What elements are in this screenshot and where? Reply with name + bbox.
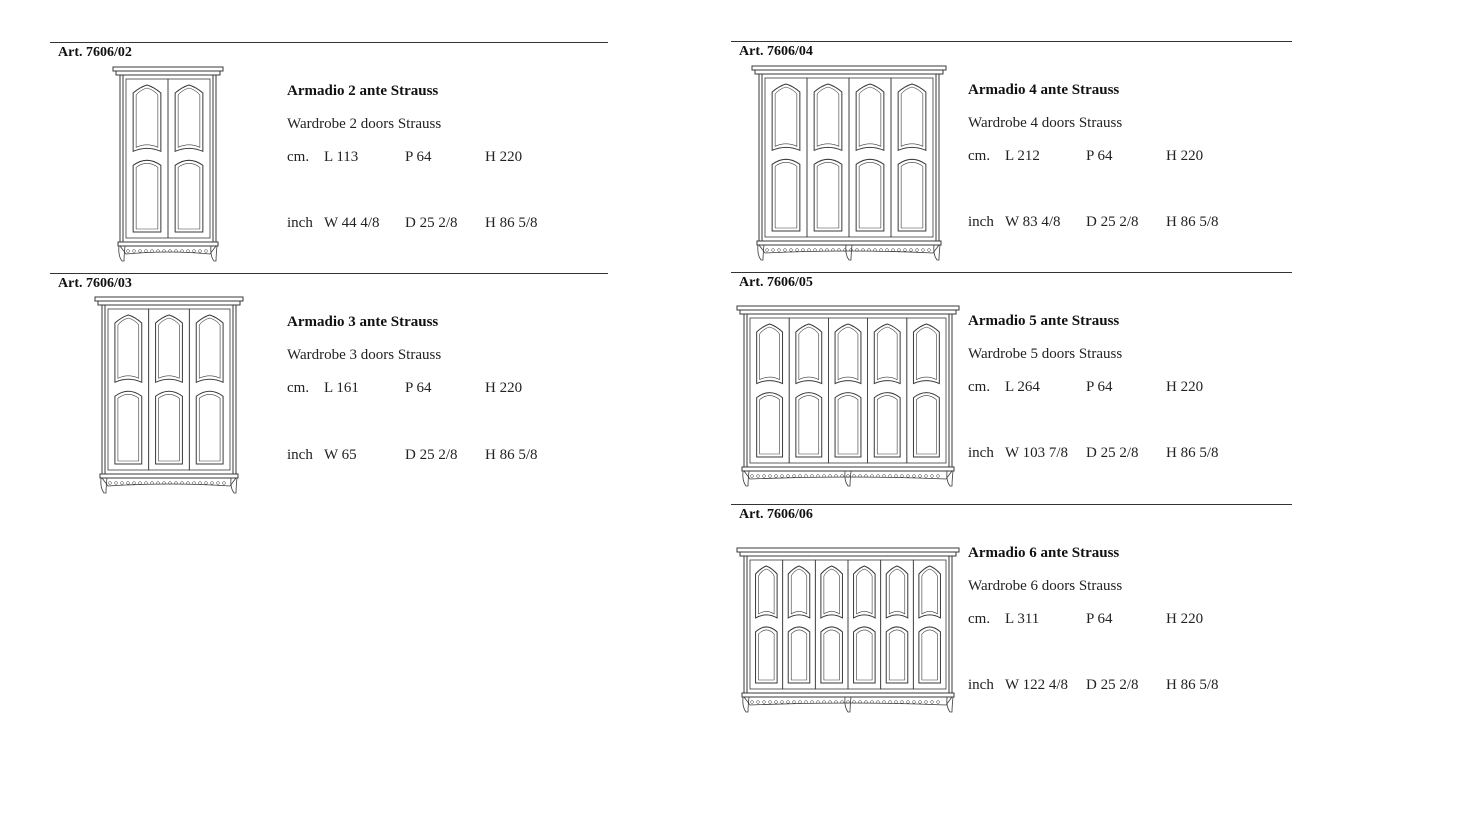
product-title: Armadio 5 ante Strauss: [968, 313, 1120, 329]
dim-height: H 86 5/8: [485, 215, 538, 231]
unit-label: inch: [287, 215, 313, 231]
article-number: Art. 7606/03: [58, 276, 132, 291]
section-divider: [731, 504, 1292, 505]
product-title: Armadio 3 ante Strauss: [287, 314, 439, 330]
product-subtitle: Wardrobe 3 doors Strauss: [287, 347, 442, 363]
section-divider: [731, 41, 1292, 42]
dim-width: W 65: [324, 447, 357, 463]
unit-label: inch: [968, 214, 994, 230]
catalog-entry-7606-02: [50, 42, 608, 274]
dim-depth: D 25 2/8: [1086, 214, 1139, 230]
unit-label: inch: [968, 677, 994, 693]
wardrobe-drawing: [751, 65, 947, 263]
dim-width: W 103 7/8: [1005, 445, 1069, 461]
product-subtitle: Wardrobe 4 doors Strauss: [968, 115, 1123, 131]
product-title: Armadio 6 ante Strauss: [968, 545, 1120, 561]
article-number: Art. 7606/02: [58, 45, 132, 60]
section-divider: [731, 272, 1292, 273]
dim-height: H 220: [1166, 148, 1204, 164]
unit-label: cm.: [968, 148, 991, 164]
dim-width: W 122 4/8: [1005, 677, 1069, 693]
dim-depth: P 64: [405, 149, 432, 165]
dim-depth: P 64: [405, 380, 432, 396]
wardrobe-drawing: [736, 547, 960, 715]
section-divider: [50, 273, 608, 274]
dim-height: H 220: [485, 380, 523, 396]
article-number: Art. 7606/05: [739, 275, 813, 290]
dim-width: W 83 4/8: [1005, 214, 1061, 230]
product-subtitle: Wardrobe 2 doors Strauss: [287, 116, 442, 132]
catalog-entry-7606-06: [731, 504, 1292, 736]
dim-length: L 311: [1005, 611, 1040, 627]
unit-label: cm.: [968, 379, 991, 395]
dim-width: W 44 4/8: [324, 215, 380, 231]
dim-height: H 86 5/8: [1166, 445, 1219, 461]
unit-label: inch: [968, 445, 994, 461]
dim-depth: P 64: [1086, 379, 1113, 395]
dim-length: L 212: [1005, 148, 1040, 164]
product-subtitle: Wardrobe 6 doors Strauss: [968, 578, 1123, 594]
dim-depth: P 64: [1086, 611, 1113, 627]
catalog-entry-7606-04: [731, 41, 1292, 273]
dim-height: H 86 5/8: [1166, 677, 1219, 693]
catalog-entry-7606-03: [50, 273, 608, 505]
product-title: Armadio 4 ante Strauss: [968, 82, 1120, 98]
product-title: Armadio 2 ante Strauss: [287, 83, 439, 99]
catalog-entry-7606-05: [731, 272, 1292, 504]
unit-label: cm.: [287, 149, 310, 165]
dim-height: H 86 5/8: [485, 447, 538, 463]
wardrobe-drawing: [112, 66, 224, 264]
dim-height: H 220: [1166, 379, 1204, 395]
unit-label: cm.: [287, 380, 310, 396]
dim-depth: D 25 2/8: [405, 215, 458, 231]
dim-length: L 113: [324, 149, 359, 165]
article-number: Art. 7606/04: [739, 44, 813, 59]
dim-depth: D 25 2/8: [405, 447, 458, 463]
dim-height: H 220: [1166, 611, 1204, 627]
dim-height: H 86 5/8: [1166, 214, 1219, 230]
product-subtitle: Wardrobe 5 doors Strauss: [968, 346, 1123, 362]
wardrobe-drawing: [736, 305, 960, 489]
wardrobe-drawing: [94, 296, 244, 496]
dim-depth: D 25 2/8: [1086, 677, 1139, 693]
unit-label: cm.: [968, 611, 991, 627]
article-number: Art. 7606/06: [739, 507, 813, 522]
section-divider: [50, 42, 608, 43]
dim-depth: P 64: [1086, 148, 1113, 164]
dim-depth: D 25 2/8: [1086, 445, 1139, 461]
dim-height: H 220: [485, 149, 523, 165]
dim-length: L 264: [1005, 379, 1040, 395]
unit-label: inch: [287, 447, 313, 463]
dim-length: L 161: [324, 380, 359, 396]
